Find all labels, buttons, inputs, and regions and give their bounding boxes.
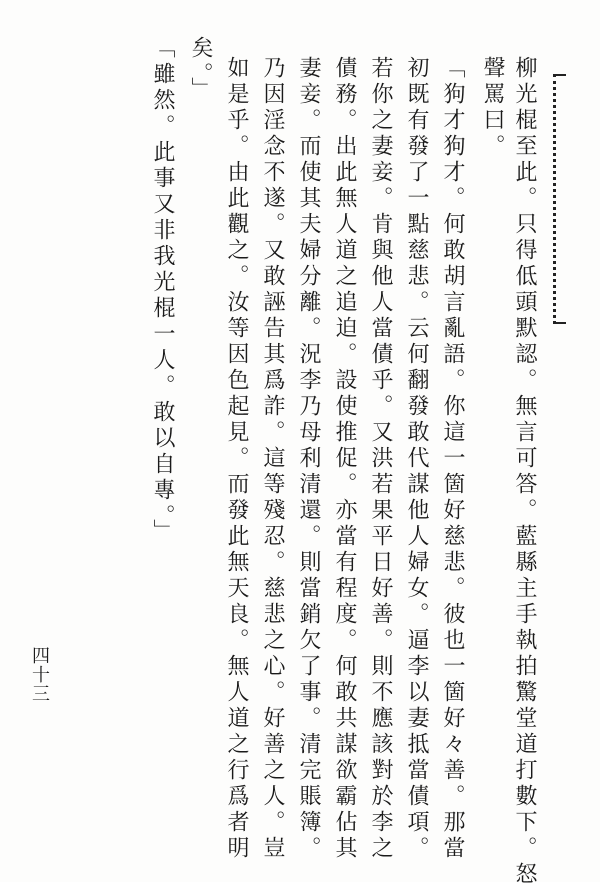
text-column-10 <box>189 36 211 103</box>
text-line: 聲罵曰。 <box>480 56 505 160</box>
text-line: 若你之妻妾。肯與他人當債乎。又洪若果平日好善。則不應該對於李之 <box>368 56 393 862</box>
text-line: 「雖然。此事又非我光棍一人。敢以自專。」 <box>150 36 175 545</box>
text-line: 柳光棍至此。只得低頭默認。無言可答。藍縣主手執拍驚堂道打數下。怒 <box>512 56 537 888</box>
text-column-6 <box>333 56 355 862</box>
text-column-8 <box>261 56 283 862</box>
text-column-1 <box>513 56 535 888</box>
text-line: 妻妾。而使其夫婦分離。況李乃母利清還。則當銷欠了事。清完賬簿。 <box>296 56 321 862</box>
text-column-3 <box>441 56 463 862</box>
text-line: 乃因淫念不遂。又敢誣告其爲詐。這等殘忍。慈悲之心。好善之人。豈 <box>260 56 285 862</box>
text-line: 如是乎。由此觀之。汝等因色起見。而發此無天良。無人道之行爲者明 <box>224 56 249 862</box>
text-column-5 <box>369 56 391 862</box>
text-column-2 <box>481 56 503 160</box>
text-column-11 <box>151 36 173 545</box>
text-column-9 <box>225 56 247 862</box>
text-line: 初既有發了一點慈悲。云何翻發敢代謀他人婦女。逼李以妻抵當債項。 <box>404 56 429 862</box>
page-number: 四十三 <box>29 646 50 703</box>
text-line: 「狗才狗才。何敢胡言亂語。你這一箇好慈悲。彼也一箇好々善。那當 <box>440 56 465 862</box>
text-column-7 <box>297 56 319 862</box>
text-line: 矣。」 <box>188 36 213 103</box>
text-column-4 <box>405 56 427 862</box>
text-line: 債務。出此無人道之追迫。設使推促。亦當有程度。何敢共謀欲霸佔其 <box>332 56 357 862</box>
dotted-bracket-mark <box>553 74 570 324</box>
